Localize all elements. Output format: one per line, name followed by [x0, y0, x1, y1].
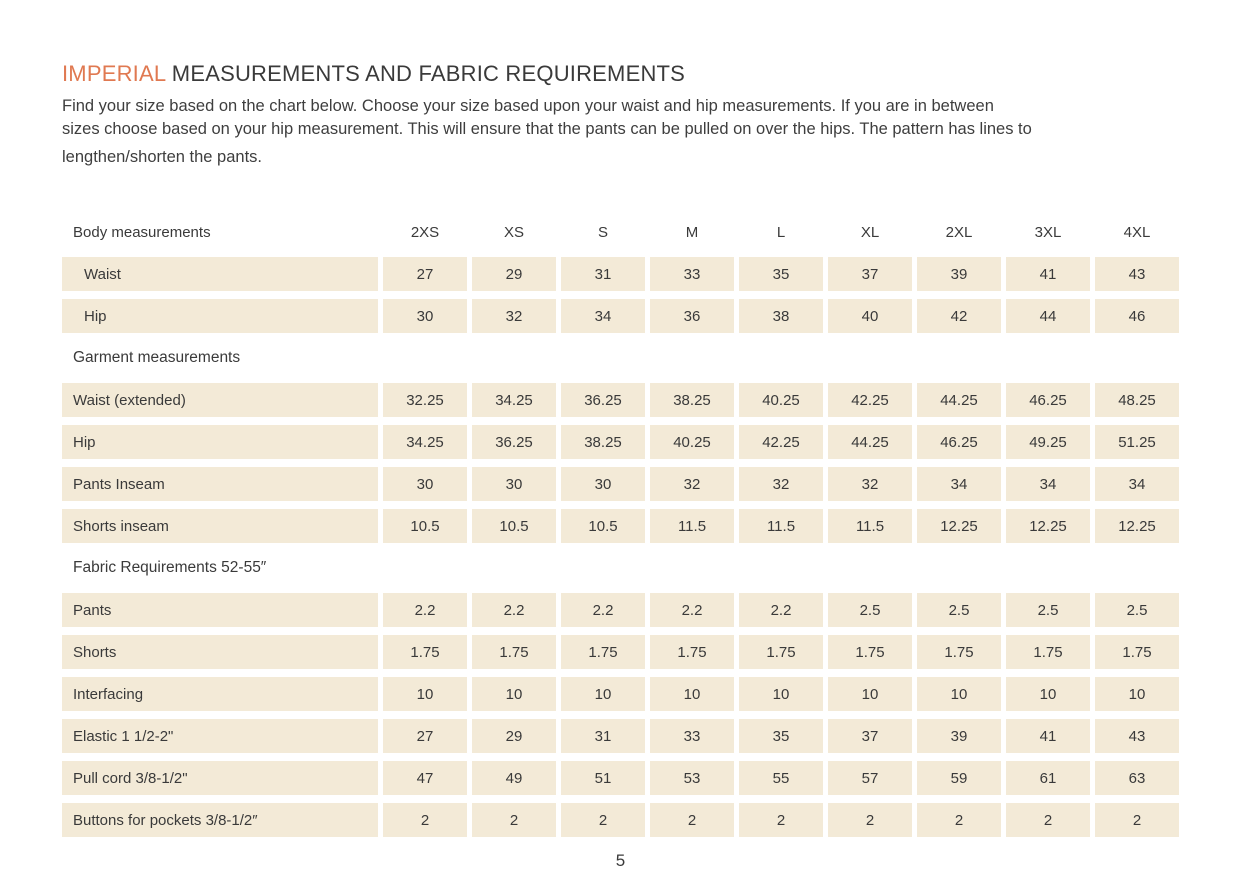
table-cell: 29 — [472, 719, 556, 753]
table-cell: 12.25 — [917, 509, 1001, 543]
row-label: Shorts inseam — [62, 509, 378, 543]
table-cell: 2 — [739, 803, 823, 837]
table-cell: 38.25 — [650, 383, 734, 417]
table-cell: 34.25 — [472, 383, 556, 417]
page-title-accent: IMPERIAL — [62, 61, 166, 86]
table-cell: 35 — [739, 719, 823, 753]
table-cell: 34.25 — [383, 425, 467, 459]
table-cell: 55 — [739, 761, 823, 795]
table-cell: 37 — [828, 257, 912, 291]
page-title — [62, 62, 1240, 86]
table-cell: 32 — [739, 467, 823, 501]
row-label: Shorts — [62, 635, 378, 669]
table-cell: 1.75 — [650, 635, 734, 669]
table-cell: 57 — [828, 761, 912, 795]
table-cell: 10.5 — [561, 509, 645, 543]
page-title-rest: MEASUREMENTS AND FABRIC REQUIREMENTS — [171, 61, 686, 86]
table-cell: 10 — [561, 677, 645, 711]
table-cell: 33 — [650, 719, 734, 753]
table-cell: 39 — [917, 257, 1001, 291]
table-cell: 35 — [739, 257, 823, 291]
table-cell: 2.5 — [1095, 593, 1179, 627]
table-cell: 31 — [561, 719, 645, 753]
table-cell: 51.25 — [1095, 425, 1179, 459]
column-header-size: 4XL — [1123, 223, 1151, 241]
table-cell: 42.25 — [828, 383, 912, 417]
row-label: Pants — [62, 593, 378, 627]
table-cell: 2.5 — [828, 593, 912, 627]
row-label: Waist (extended) — [62, 383, 378, 417]
table-cell: 46.25 — [917, 425, 1001, 459]
row-label: Hip — [62, 425, 378, 459]
table-cell: 46 — [1095, 299, 1179, 333]
intro-paragraph — [62, 95, 1240, 169]
table-cell: 34 — [1006, 467, 1090, 501]
table-cell: 2 — [917, 803, 1001, 837]
table-cell: 34 — [917, 467, 1001, 501]
row-label: Interfacing — [62, 677, 378, 711]
table-cell: 49 — [472, 761, 556, 795]
table-cell: 40.25 — [650, 425, 734, 459]
table-cell: 10 — [472, 677, 556, 711]
table-cell: 32 — [828, 467, 912, 501]
intro-line: lengthen/shorten the pants. — [62, 148, 262, 166]
column-header-size: 2XS — [410, 223, 440, 241]
section-header: Fabric Requirements 52-55″ — [73, 559, 267, 576]
table-cell: 1.75 — [383, 635, 467, 669]
table-cell: 44.25 — [828, 425, 912, 459]
row-label: Buttons for pockets 3/8-1/2″ — [62, 803, 378, 837]
page-number: 5 — [615, 851, 626, 870]
table-cell: 30 — [472, 467, 556, 501]
table-cell: 29 — [472, 257, 556, 291]
table-cell: 36 — [650, 299, 734, 333]
table-cell: 33 — [650, 257, 734, 291]
table-cell: 34 — [561, 299, 645, 333]
row-label: Elastic 1 1/2-2" — [62, 719, 378, 753]
intro-line: Find your size based on the chart below. Choose your size based upon your waist and hip measurements. If you are in between — [62, 97, 994, 115]
column-header-size: L — [776, 223, 786, 241]
table-cell: 43 — [1095, 257, 1179, 291]
row-label: Pull cord 3/8-1/2" — [62, 761, 378, 795]
table-cell: 36.25 — [561, 383, 645, 417]
table-cell: 10 — [1095, 677, 1179, 711]
table-cell: 1.75 — [561, 635, 645, 669]
table-cell: 51 — [561, 761, 645, 795]
size-table — [62, 215, 1179, 837]
table-cell: 36.25 — [472, 425, 556, 459]
table-cell: 42 — [917, 299, 1001, 333]
table-cell: 12.25 — [1006, 509, 1090, 543]
table-cell: 10 — [650, 677, 734, 711]
table-cell: 2 — [650, 803, 734, 837]
table-cell: 27 — [383, 257, 467, 291]
table-cell: 40.25 — [739, 383, 823, 417]
table-cell: 1.75 — [917, 635, 1001, 669]
table-cell: 1.75 — [472, 635, 556, 669]
column-header-size: S — [597, 223, 608, 241]
table-cell: 2.5 — [1006, 593, 1090, 627]
table-cell: 30 — [383, 299, 467, 333]
table-cell: 48.25 — [1095, 383, 1179, 417]
column-header-size: 3XL — [1034, 223, 1062, 241]
table-cell: 10 — [917, 677, 1001, 711]
table-cell: 44 — [1006, 299, 1090, 333]
intro-line: sizes choose based on your hip measurement. This will ensure that the pants can be pulled on over the hips. The pattern has lines to — [62, 120, 1032, 138]
row-label: Pants Inseam — [62, 467, 378, 501]
table-cell: 37 — [828, 719, 912, 753]
table-cell: 47 — [383, 761, 467, 795]
table-cell: 2 — [472, 803, 556, 837]
table-cell: 41 — [1006, 719, 1090, 753]
table-cell: 2.2 — [561, 593, 645, 627]
table-cell: 44.25 — [917, 383, 1001, 417]
table-cell: 2.2 — [650, 593, 734, 627]
table-cell: 2 — [561, 803, 645, 837]
table-cell: 2 — [1006, 803, 1090, 837]
table-cell: 2 — [828, 803, 912, 837]
row-label: Waist — [62, 257, 378, 291]
table-cell: 2 — [1095, 803, 1179, 837]
column-header-size: XS — [503, 223, 524, 241]
table-cell: 1.75 — [1095, 635, 1179, 669]
table-cell: 30 — [561, 467, 645, 501]
table-cell: 10 — [1006, 677, 1090, 711]
table-cell: 38 — [739, 299, 823, 333]
table-cell: 10 — [383, 677, 467, 711]
table-cell: 11.5 — [650, 509, 734, 543]
table-cell: 32 — [650, 467, 734, 501]
table-cell: 32.25 — [383, 383, 467, 417]
table-cell: 49.25 — [1006, 425, 1090, 459]
table-cell: 27 — [383, 719, 467, 753]
table-cell: 43 — [1095, 719, 1179, 753]
table-cell: 32 — [472, 299, 556, 333]
table-cell: 2 — [383, 803, 467, 837]
table-cell: 2.2 — [472, 593, 556, 627]
table-cell: 30 — [383, 467, 467, 501]
table-cell: 2.2 — [739, 593, 823, 627]
column-header-size: 2XL — [945, 223, 973, 241]
table-cell: 46.25 — [1006, 383, 1090, 417]
table-cell: 2.5 — [917, 593, 1001, 627]
table-cell: 63 — [1095, 761, 1179, 795]
row-label: Hip — [62, 299, 378, 333]
table-cell: 1.75 — [1006, 635, 1090, 669]
table-cell: 11.5 — [739, 509, 823, 543]
table-cell: 10.5 — [383, 509, 467, 543]
table-cell: 31 — [561, 257, 645, 291]
column-header-size: M — [685, 223, 699, 241]
table-cell: 61 — [1006, 761, 1090, 795]
table-cell: 53 — [650, 761, 734, 795]
table-cell: 34 — [1095, 467, 1179, 501]
column-header-size: XL — [860, 223, 880, 241]
table-cell: 39 — [917, 719, 1001, 753]
table-cell: 10.5 — [472, 509, 556, 543]
section-header: Garment measurements — [73, 349, 241, 366]
table-cell: 42.25 — [739, 425, 823, 459]
table-cell: 59 — [917, 761, 1001, 795]
table-cell: 12.25 — [1095, 509, 1179, 543]
table-cell: 38.25 — [561, 425, 645, 459]
table-cell: 40 — [828, 299, 912, 333]
table-cell: 10 — [828, 677, 912, 711]
table-cell: 1.75 — [739, 635, 823, 669]
table-cell: 1.75 — [828, 635, 912, 669]
table-cell: 2.2 — [383, 593, 467, 627]
column-header-label: Body measurements — [73, 223, 211, 241]
table-cell: 41 — [1006, 257, 1090, 291]
table-cell: 10 — [739, 677, 823, 711]
table-cell: 11.5 — [828, 509, 912, 543]
